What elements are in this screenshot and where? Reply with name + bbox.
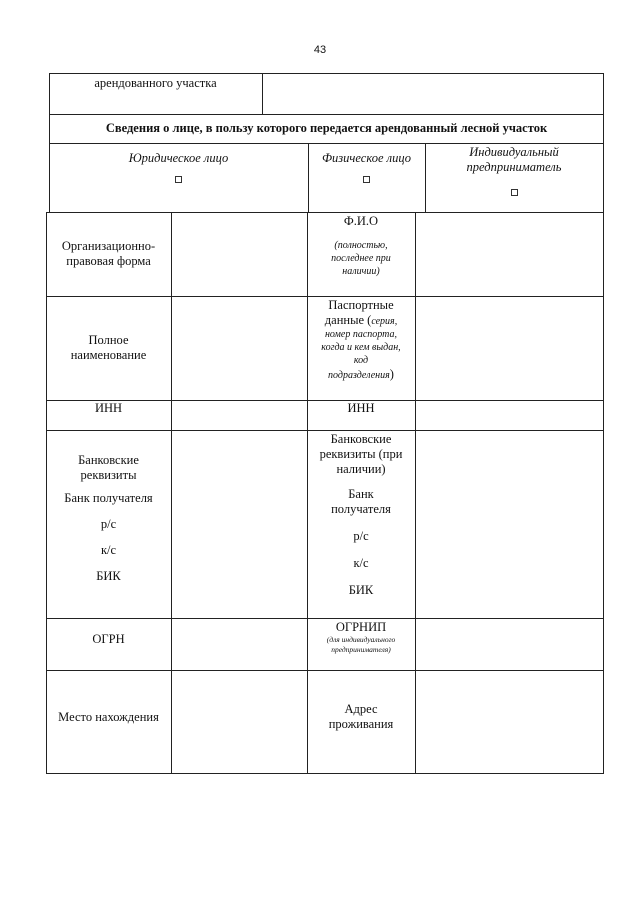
ogrn-label: ОГРН [92,632,125,646]
ogrnip-label: ОГРНИП (для индивидуального предпринимателя) [326,620,396,654]
location-value[interactable] [171,670,307,773]
address-value[interactable] [415,670,603,773]
entrepreneur-checkbox[interactable] [511,189,518,196]
vline [603,73,604,774]
org-form-label: Организационно- правовая форма [61,239,156,268]
bank-individual-label: Банковские реквизиты (при наличии) Банк получателя р/с к/с БИК [319,432,403,597]
inn-individual-label: ИНН [347,401,375,415]
header-individual: Физическое лицо [308,143,425,212]
bank-legal-value[interactable] [171,430,307,618]
inn-legal-value[interactable] [171,400,307,430]
fio-value[interactable] [415,212,603,296]
bank-legal-label: Банковские реквизиты Банк получателя р/с к/с БИК [64,453,153,583]
hline [46,773,604,774]
passport-value[interactable] [415,296,603,400]
top-row-value[interactable] [262,73,603,114]
legal-entity-checkbox[interactable] [175,176,182,183]
ogrn-value[interactable] [171,618,307,670]
header-legal-entity: Юридическое лицо [49,143,308,212]
passport-label: Паспортные данные (серия, номер паспорта, когда и кем выдан, код подразделения) [321,298,401,381]
ogrnip-value[interactable] [415,618,603,670]
location-label: Место нахождения [58,710,159,724]
inn-individual-value[interactable] [415,400,603,430]
individual-checkbox[interactable] [363,176,370,183]
page-number: 43 [313,44,327,56]
org-form-value[interactable] [171,212,307,296]
inn-legal-label: ИНН [94,401,123,415]
address-label: Адрес проживания [328,702,394,731]
bank-individual-value[interactable] [415,430,603,618]
header-entrepreneur: Индивидуальный предприниматель [425,143,603,212]
full-name-value[interactable] [171,296,307,400]
fio-label: Ф.И.О (полностью, последнее при наличии) [331,214,391,277]
section-title: Сведения о лице, в пользу которого передается арендованный лесной участок [105,121,548,135]
top-row-label: арендованного участка [94,76,217,90]
full-name-label: Полное наименование [70,333,147,362]
